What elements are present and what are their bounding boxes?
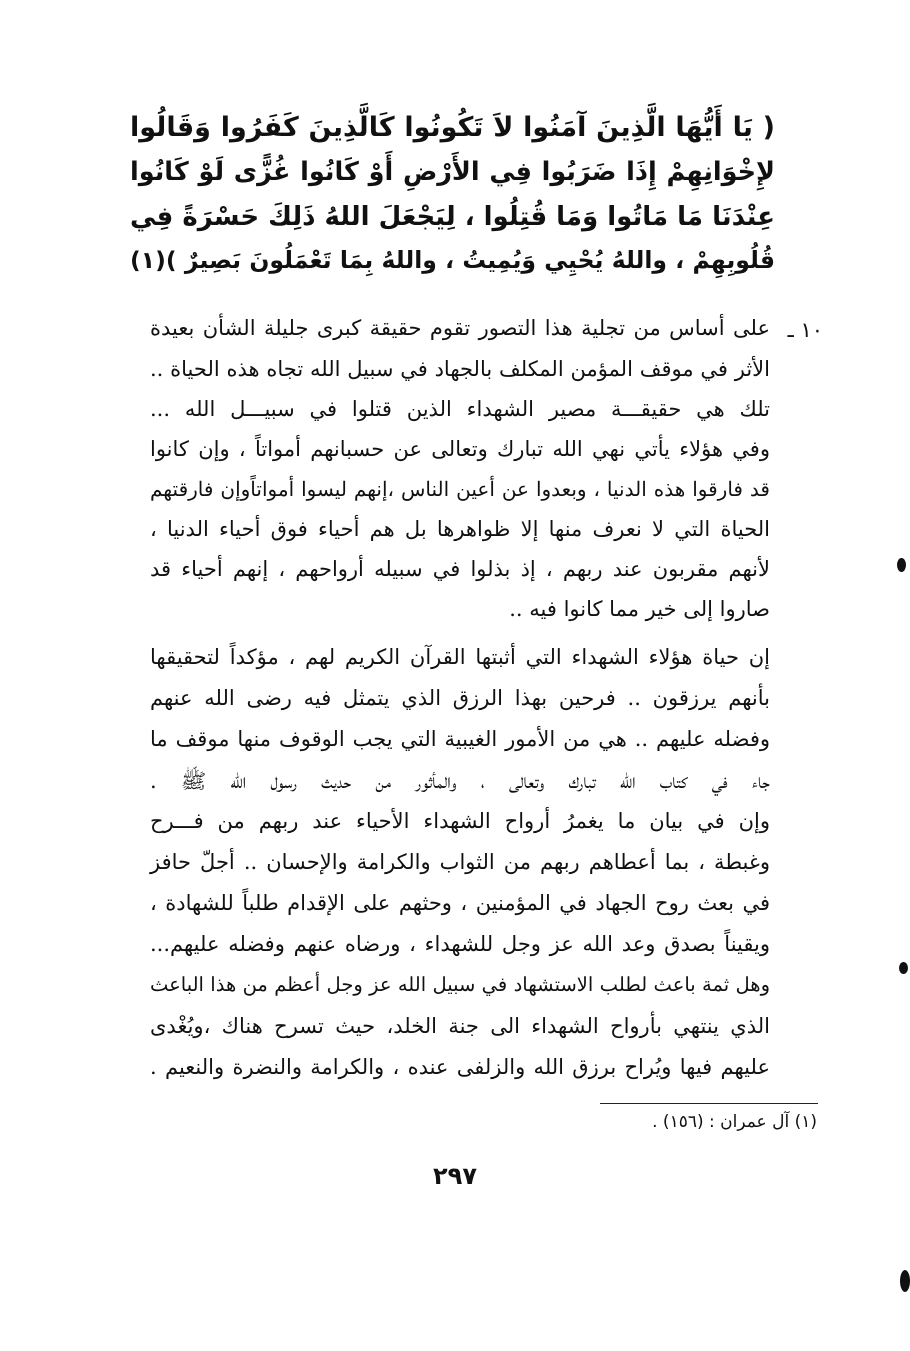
- text-line: الحياة التي لا نعرف منها إلا ظواهرها بل هم أحياء فوق أحياء الدنيا ،: [150, 517, 770, 541]
- item-number: ١٠ ـ: [787, 318, 823, 342]
- text-line: وهل ثمة باعث لطلب الاستشهاد في سبيل الله عز وجل أعظم من هذا الباعث: [150, 973, 770, 996]
- text-line: وفضله عليهم .. هي من الأمور الغيبية التي يجب الوقوف منها موقف ما: [150, 727, 770, 751]
- text-line: صاروا إلى خير مما كانوا فيه ..: [509, 597, 770, 621]
- verse-line: عِنْدَنَا مَا مَاتُوا وَمَا قُتِلُوا ، لِيَجْعَلَ اللهُ ذَلِكَ حَسْرَةً فِي: [130, 202, 775, 232]
- text-line: لأنهم مقربون عند ربهم ، إذ بذلوا في سبيله أرواحهم ، إنهم أحياء قد: [150, 557, 770, 581]
- verse-line: لإِخْوَانِهِمْ إِذَا ضَرَبُوا فِي الأَرْضِ أَوْ كَانُوا غُزًّى لَوْ كَانُوا: [130, 157, 775, 187]
- text-line: ويقيناً بصدق وعد الله عز وجل للشهداء ، ورضاه عنهم وفضله عليهم...: [150, 932, 770, 956]
- page-number: ٢٩٧: [433, 1162, 477, 1190]
- text-line: على أساس من تجلية هذا التصور تقوم حقيقة كبرى جليلة الشأن بعيدة: [150, 316, 770, 340]
- text-line: وفي هؤلاء يأتي نهي الله تبارك وتعالى عن حسبانهم أمواتاً ، وإن كانوا: [150, 437, 770, 461]
- scan-mark: [899, 962, 908, 974]
- scan-mark: [897, 558, 906, 572]
- text-line: إن حياة هؤلاء الشهداء التي أثبتها القرآن الكريم لهم ، مؤكداً لتحقيقها: [150, 645, 770, 669]
- text-line: الأثر في موقف المؤمن المكلف بالجهاد في سبيل الله تجاه هذه الحياة ..: [150, 357, 770, 381]
- verse-line: ( يَا أَيُّهَا الَّذِينَ آمَنُوا لاَ تَكُونُوا كَالَّذِينَ كَفَرُوا وَقَالُوا: [130, 112, 775, 143]
- text-line: تلك هي حقيقـــة مصير الشهداء الذين قتلوا في سبيـــل الله ...: [150, 397, 770, 421]
- text-line: جاء في كتاب الله تبارك وتعالى ، والمأثور من حديث رسول الله ﷺ .: [150, 769, 770, 793]
- text-line: وإن في بيان ما يغمرُ أرواح الشهداء الأحياء عند ربهم من فـــرح: [150, 809, 770, 833]
- text-line: بأنهم يرزقون .. فرحين بهذا الرزق الذي يتمثل فيه رضى الله عنهم: [150, 686, 770, 710]
- text-line: قد فارقوا هذه الدنيا ، وبعدوا عن أعين الناس ،إنهم ليسوا أمواتاًوإن فارقتهم: [150, 477, 770, 501]
- text-line: عليهم فيها ويُراح برزق الله والزلفى عنده ، والكرامة والنضرة والنعيم .: [150, 1055, 770, 1079]
- text-line: الذي ينتهي بأرواح الشهداء الى جنة الخلد، حيث تسرح هناك ،ويُغْدى: [150, 1014, 770, 1038]
- footnote: (١) آل عمران : (١٥٦) .: [652, 1112, 817, 1132]
- text-line: وغبطة ، بما أعطاهم ربهم من الثواب والكرامة والإحسان .. أجلّ حافز: [150, 850, 770, 874]
- footnote-divider: [600, 1103, 818, 1104]
- scan-mark: [900, 1270, 910, 1292]
- text-line: في بعث روح الجهاد في المؤمنين ، وحثهم على الإقدام طلباً للشهادة ،: [150, 891, 770, 915]
- verse-line: قُلُوبِهِمْ ، واللهُ يُحْيِي وَيُمِيتُ ، واللهُ بِمَا تَعْمَلُونَ بَصِيرٌ )(١): [130, 246, 775, 274]
